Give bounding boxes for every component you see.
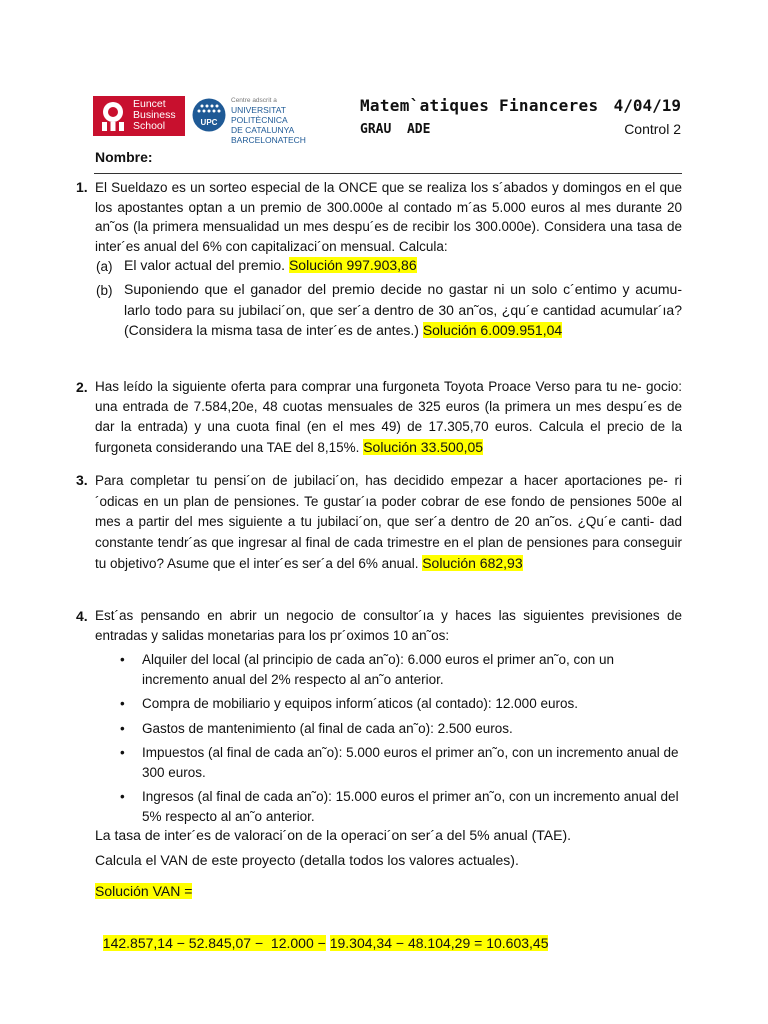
q4-bullet-taxes: • Impuestos (al final de cada an˜o): 5.000 euros el primer an˜o, con un incremento anual de 300 euros. [118,743,682,782]
exam-title [360,96,598,115]
upc-line-2: DE CATALUNYA [231,125,295,135]
q4-bullet-list [118,650,682,826]
q4-bullet-rent: • Alquiler del local (al principio de cada an˜o): 6.000 euros el primer an˜o, con un incremento anual del 2% respecto al an˜o anterior. [118,650,682,689]
q1-number: 1. [76,179,88,195]
q1a-solution: Solución 997.903,86 [288,257,417,273]
q2-text: Has leído la siguiente oferta para comprar una furgoneta Toyota Proace Verso para tu ne- gocio: una entrada de 7.584,20e, 48 cuotas mensuales de 325 euros (la primera un mes despu´es de dar la entrada) y una cuota final (en el mes 49) de 17.305,70 euros. Calcula el precio de la furgoneta considerando una TAE del 8,15%. [95,379,682,455]
q4-bullet-equipment: • Compra de mobiliario y equipos inform´aticos (al contado): 12.000 euros. [118,694,682,714]
q4-solution-label-text: Solución VAN = [95,883,193,899]
euncet-logo-line-1: Euncet [133,98,166,110]
euncet-logo-line-2: Business [133,109,176,121]
q4-solution-part-2: 19.304,34 − 48.104,29 = 10.603,45 [329,935,549,951]
q4-solution-label [95,882,192,901]
q1-text: El Sueldazo es un sorteo especial de la ONCE que se realiza los s´abados y domingos en el que los apostantes optan a un premio de 300.000e al contado m´as 5.000 euros al mes durante 20 an˜os (la primera mensualidad un mes despu´es de recibir los 300.000e). Considera una tasa de inter´es anual del 6% con capitalizaci´on mensual. Calcula: [95,180,682,254]
exam-date: 4/04/19 [613,96,681,115]
q1a-label: (a) [96,259,113,274]
upc-small-text: Centre adscrit a [231,97,277,104]
upc-emblem-icon [192,98,226,132]
upc-mark-text: UPC [200,118,218,127]
q4-solution-values [95,915,548,953]
q1a-text: El valor actual del premio. [124,257,286,273]
euncet-logo [93,96,185,136]
q4-calc-text: Calcula el VAN de este proyecto (detalla todos los valores actuales). [95,852,519,868]
q4-bullet-maintenance: • Gastos de mantenimiento (al final de cada an˜o): 2.500 euros. [118,719,682,739]
upc-line-1: UNIVERSITAT POLITÈCNICA [231,105,288,125]
q1b-text: Suponiendo que el ganador del premio decide no gastar ni un solo c´entimo y acumu- larlo todo para su jubilaci´on, que ser´a dentro de 30 an˜os, ¿qu´e cantidad acumular´ıa? (Considera la misma tasa de inter´es de antes.) [124,281,682,338]
q3-number: 3. [76,472,88,488]
q4-bullet-income: • Ingresos (al final de cada an˜o): 15.000 euros el primer an˜o, con un incremento anual del 5% respecto al an˜o anterior. [118,787,682,826]
q3-text: Para completar tu pensi´on de jubilaci´on, has decidido empezar a hacer aportaciones pe- ri´odicas en un plan de pensiones. Te gustar´ıa poder cobrar de ese fondo de pensiones 500e al mes a partir del mes siguiente a tu jubilaci´on, que ser´a dentro de 20 an˜os. ¿Qu´e canti- dad constante tendr´as que ingresar al final de cada trimestre en el plan de pensiones para conseguir tu objetivo? Asume que el inter´es ser´a del 6% anual. [95,473,682,571]
q2-number: 2. [76,379,88,395]
q1b-label: (b) [96,283,113,298]
course-label: GRAU ADE [360,122,431,137]
q4-solution-part-1: 142.857,14 − 52.845,07 − 12.000 − [102,935,326,951]
q1a-item [124,256,682,276]
euncet-emblem-icon [98,100,128,132]
control-label: Control 2 [624,121,681,137]
q3-item [95,471,682,575]
q4-rate-text: La tasa de inter´es de valoraci´on de la operaci´on ser´a del 5% anual (TAE). [95,827,571,843]
euncet-logo-line-3: School [133,120,166,132]
q1b-solution: Solución 6.009.951,04 [422,322,563,338]
q4-number: 4. [76,608,88,624]
title-text: Matem`atiques Financeres [360,96,599,115]
upc-line-3: BARCELONATECH [231,135,306,145]
q2-item [95,377,682,458]
q1b-item [124,279,682,341]
name-label: Nombre: [95,149,153,165]
q4-text: Est´as pensando en abrir un negocio de consultor´ıa y haces las siguientes previsiones de entradas y salidas monetarias para los pr´oximos 10 an˜os: [95,608,682,643]
q3-solution: Solución 682,93 [422,555,523,571]
header-divider [94,173,682,174]
upc-logo [192,96,342,145]
q2-solution: Solución 33.500,05 [363,439,484,455]
